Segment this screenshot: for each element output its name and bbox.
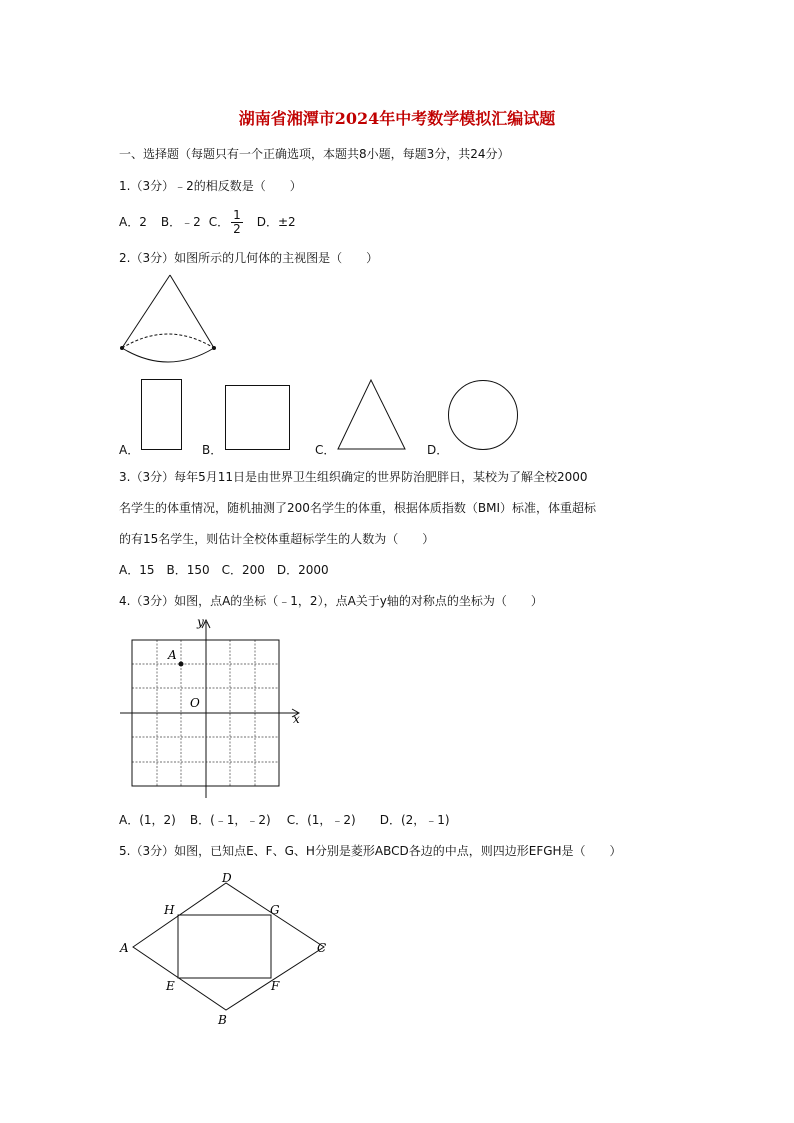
option-a-tall-rectangle: [140, 378, 184, 452]
question-3-line-1: 3.（3分）每年5月11日是由世界卫生组织确定的世界防治肥胖日，某校为了解全校2000: [119, 470, 588, 484]
cone-figure: [115, 272, 225, 372]
vertex-a-label: A: [120, 941, 129, 955]
q2-option-c-label: C．: [315, 443, 336, 457]
option-d-circle: [447, 380, 521, 454]
rhombus-figure: [116, 866, 336, 1032]
question-5-stem: 5.（3分）如图，已知点E、F、G、H分别是菱形ABCD各边的中点，则四边形EFGH是（ ）: [119, 844, 622, 858]
q2-option-b-label: B．: [202, 443, 223, 457]
fraction-one-half: [231, 209, 243, 236]
vertex-b-label: B: [218, 1013, 227, 1027]
question-3-options: A．15 B．150 C．200 D．2000: [119, 563, 329, 577]
option-a: A．2: [119, 215, 147, 229]
point-f-label: F: [271, 979, 280, 993]
option-b-square: [224, 384, 292, 452]
origin-label: O: [190, 696, 200, 710]
y-axis-label: y: [197, 615, 204, 629]
question-3-line-2: 名学生的体重情况，随机抽测了200名学生的体重，根据体质指数（BMI）标准，体重超标: [119, 501, 597, 515]
question-1-options: [119, 205, 296, 239]
q2-option-a-label: A．: [119, 443, 140, 457]
option-c-triangle: [336, 378, 408, 452]
option-d: D．(2，﹣1): [379, 813, 450, 827]
option-d: D．±2: [256, 215, 296, 229]
page-title: 湖南省湘潭市2024年中考数学模拟汇编试题: [238, 109, 556, 128]
vertex-d-label: D: [222, 871, 232, 885]
option-b: B．(﹣1，﹣2): [189, 813, 271, 827]
question-1-stem: 1.（3分）﹣2的相反数是（ ）: [119, 179, 302, 193]
q2-option-d-label: D．: [427, 443, 449, 457]
fraction-numerator: 1: [233, 207, 241, 222]
point-g-label: G: [270, 903, 280, 917]
option-a: A．(1，2): [119, 813, 176, 827]
vertex-c-label: C: [317, 941, 327, 955]
section-heading: 一、选择题（每题只有一个正确选项，本题共8小题，每题3分，共24分）: [119, 147, 510, 161]
question-4-options: [119, 811, 450, 829]
point-e-label: E: [166, 979, 175, 993]
question-2-stem: 2.（3分）如图所示的几何体的主视图是（ ）: [119, 251, 379, 265]
question-4-stem: 4.（3分）如图，点A的坐标（﹣1，2），点A关于y轴的对称点的坐标为（ ）: [119, 594, 543, 608]
point-a-label: A: [168, 648, 177, 662]
option-b: B．﹣2: [160, 215, 201, 229]
point-h-label: H: [164, 903, 175, 917]
option-c: C．(1，﹣2): [286, 813, 356, 827]
x-axis-label: x: [293, 712, 300, 726]
option-c: C．: [208, 215, 230, 229]
question-3-line-3: 的有15名学生，则估计全校体重超标学生的人数为（ ）: [119, 532, 435, 546]
fraction-denominator: 2: [233, 221, 241, 236]
coordinate-grid-figure: [118, 614, 308, 804]
